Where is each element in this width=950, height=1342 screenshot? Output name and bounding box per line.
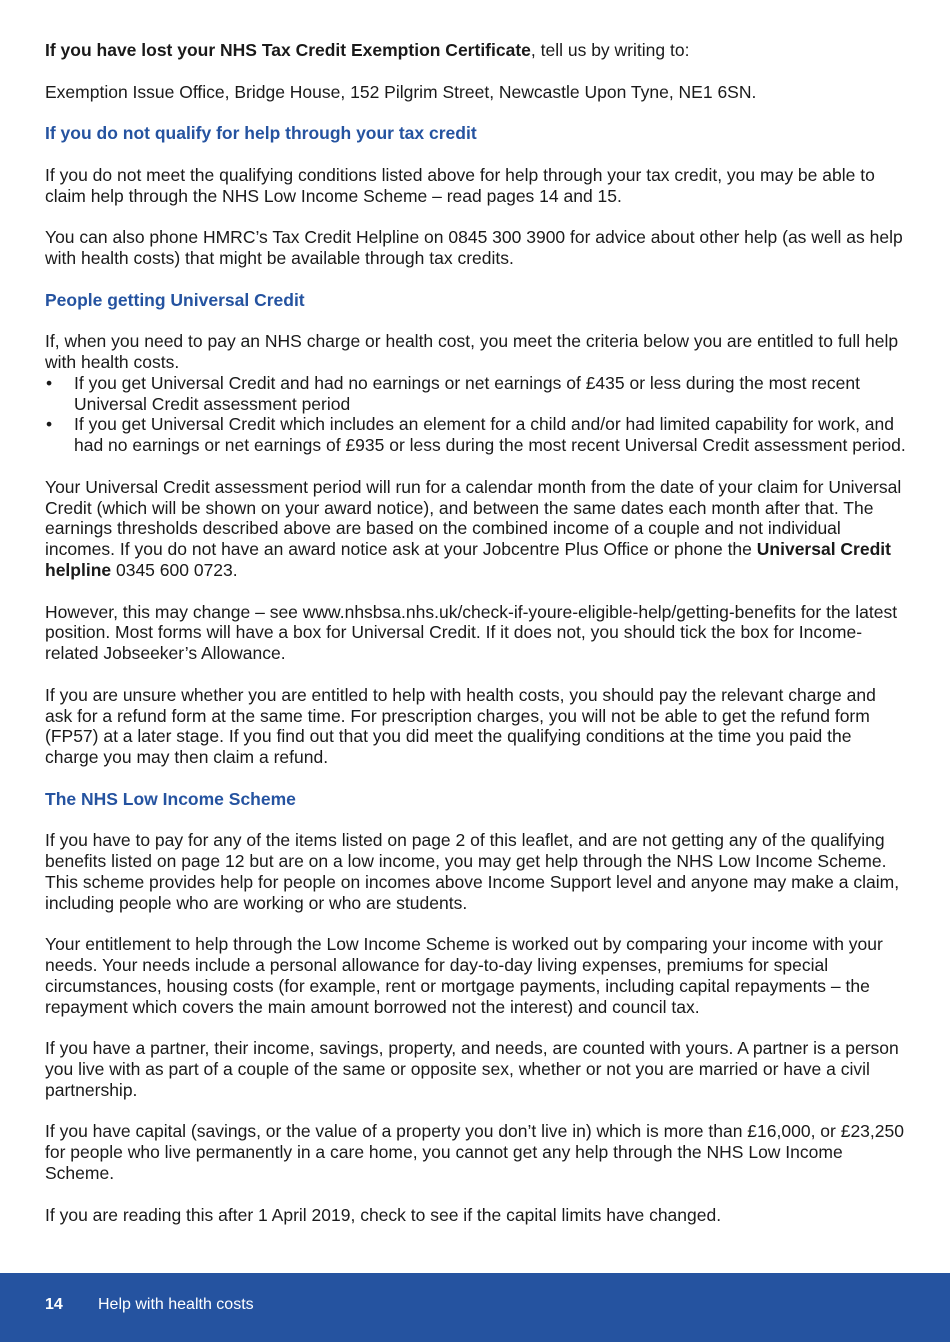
universal-credit-criteria-list bbox=[45, 373, 907, 456]
exemption-office-address: Exemption Issue Office, Bridge House, 152 Pilgrim Street, Newcastle Upon Tyne, NE1 6SN. bbox=[45, 81, 757, 102]
low-income-paragraph-5: If you are reading this after 1 April 2019, check to see if the capital limits have changed. bbox=[45, 1204, 722, 1225]
low-income-paragraph-1: If you have to pay for any of the items listed on page 2 of this leaflet, and are not getting any of the qualifying benefits listed on page 12 but are on a low income, you may get help through the NHS Low Income Scheme. This scheme provides help for people on incomes above Income Support level and anyone may make a claim, including people who are working or who are students. bbox=[45, 830, 900, 913]
low-income-paragraph-4: If you have capital (savings, or the value of a property you don’t live in) which is more than £16,000, or £23,250 for people who live permanently in a care home, you cannot get any help through the NHS Low Income Scheme. bbox=[45, 1121, 904, 1184]
footer-title: Help with health costs bbox=[98, 1296, 254, 1313]
lost-certificate-bold: If you have lost your NHS Tax Credit Exemption Certificate bbox=[45, 40, 531, 60]
helpline-label: Universal Credit helpline bbox=[45, 539, 891, 580]
low-income-heading: The NHS Low Income Scheme bbox=[45, 788, 296, 809]
page-content bbox=[45, 40, 907, 1246]
assessment-period-paragraph bbox=[45, 477, 907, 581]
universal-credit-heading: People getting Universal Credit bbox=[45, 289, 305, 310]
not-qualify-heading: If you do not qualify for help through your tax credit bbox=[45, 123, 477, 144]
lost-certificate-rest: , tell us by writing to: bbox=[530, 40, 690, 60]
low-income-paragraph-2: Your entitlement to help through the Low Income Scheme is worked out by comparing your income with your needs. Your needs include a personal allowance for day-to-day living expenses, premiums for special circumstances, housing costs (for example, rent or mortgage payments, including capital repayments – the repayment which covers the main amount borrowed not the interest) and council tax. bbox=[45, 934, 883, 1017]
page-number: 14 bbox=[45, 1296, 63, 1313]
list-item: • If you get Universal Credit which includes an element for a child and/or had limited capability for work, and had no earnings or net earnings of £935 or less during the most recent Universal Credit assessment period. bbox=[45, 414, 907, 456]
may-change-paragraph: However, this may change – see www.nhsbsa.nhs.uk/check-if-youre-eligible-help/getting-benefits for the latest position. Most forms will have a box for Universal Credit. If it does not, you should tick the box for Income-related Jobseeker’s Allowance. bbox=[45, 601, 898, 664]
lost-certificate-paragraph bbox=[45, 40, 907, 61]
list-item: • If you get Universal Credit and had no earnings or net earnings of £435 or less during the most recent Universal Credit assessment period bbox=[45, 373, 907, 415]
not-qualify-paragraph-1: If you do not meet the qualifying conditions listed above for help through your tax credit, you may be able to claim help through the NHS Low Income Scheme – read pages 14 and 15. bbox=[45, 164, 875, 206]
universal-credit-intro: If, when you need to pay an NHS charge or health cost, you meet the criteria below you are entitled to full help with health costs. bbox=[45, 331, 899, 372]
low-income-paragraph-3: If you have a partner, their income, savings, property, and needs, are counted with yours. A partner is a person you live with as part of a couple of the same or opposite sex, whether or not you are married or have a civil partnership. bbox=[45, 1038, 899, 1100]
footer-bar bbox=[0, 1273, 950, 1342]
assessment-period-text: Your Universal Credit assessment period will run for a calendar month from the date of your claim for Universal Credit (which will be shown on your award notice), and between the same dates each month after that. The earnings thresholds described above are based on the combined income of a couple and not individual incomes. If you do not have an award notice ask at your Jobcentre Plus Office or phone the bbox=[45, 476, 902, 560]
not-qualify-paragraph-2: You can also phone HMRC’s Tax Credit Helpline on 0845 300 3900 for advice about other help (as well as help with health costs) that might be available through tax credits. bbox=[45, 227, 903, 268]
refund-paragraph: If you are unsure whether you are entitled to help with health costs, you should pay the relevant charge and ask for a refund form at the same time. For prescription charges, you will not be able to get the refund form (FP57) at a later stage. If you find out that you did meet the qualifying conditions at the time you paid the charge you may then claim a refund. bbox=[45, 684, 876, 768]
helpline-number: 0345 600 0723. bbox=[111, 559, 238, 580]
